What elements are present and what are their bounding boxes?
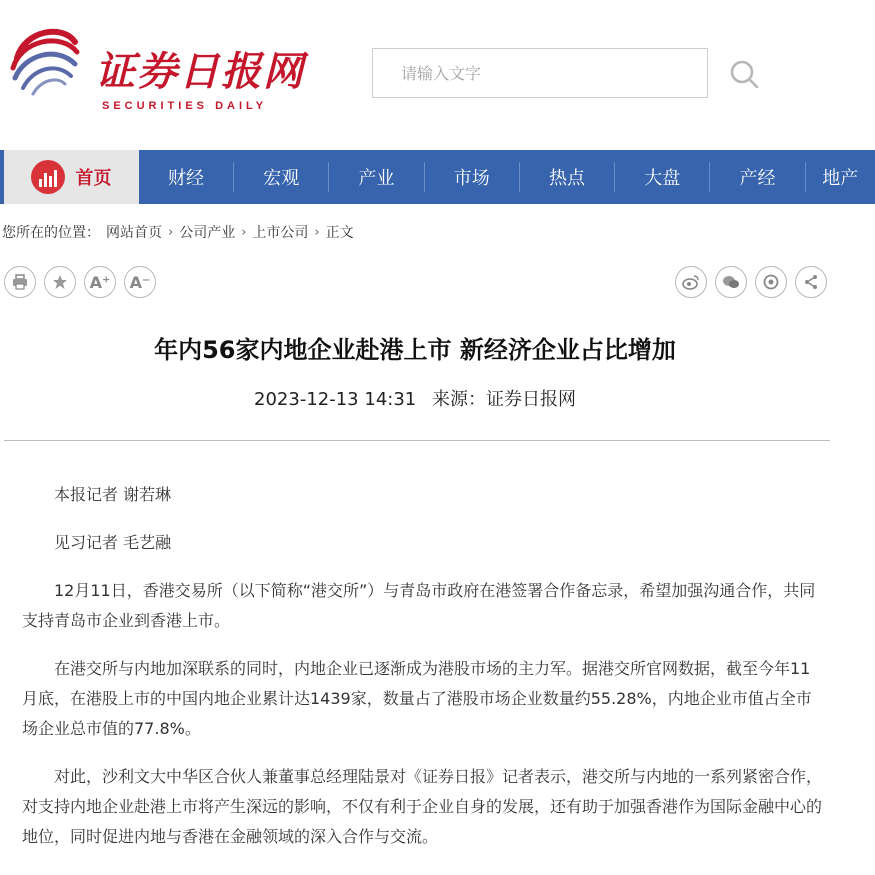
chevron-right-icon: › [314,224,320,240]
article-body [22,480,822,870]
nav-item-finance[interactable]: 财经 [168,168,205,189]
share-icon[interactable] [795,266,827,298]
article-title: 年内56家内地企业赴港上市 新经济企业占比增加 [154,336,676,364]
article-paragraph: 12月11日，香港交易所（以下简称“港交所”）与青岛市政府在港签署合作备忘录，希望加强沟通合作，共同支持青岛市企业到香港上市。 [22,581,816,630]
nav-item-home[interactable] [0,150,139,204]
share-tools [675,266,835,298]
article-tools [4,266,164,298]
wechat-icon[interactable] [715,266,747,298]
breadcrumb-company[interactable]: 公司产业 [179,225,236,241]
article-paragraph: 见习记者 毛艺融 [54,533,172,552]
article-source: 来源：证券日报网 [431,389,576,410]
nav-item-hot[interactable]: 热点 [548,168,585,189]
article-datetime: 2023-12-13 14:31 [254,389,417,410]
chevron-right-icon: › [241,224,247,240]
moments-icon[interactable] [755,266,787,298]
article-paragraph: 本报记者 谢若琳 [54,485,172,504]
search-input[interactable] [373,49,707,97]
font-decrease-button[interactable]: A⁻ [124,266,156,298]
article-meta [0,385,830,411]
logo-swirl-icon [5,20,85,100]
breadcrumb-listed[interactable]: 上市公司 [252,225,309,241]
weibo-icon[interactable] [675,266,707,298]
breadcrumb [2,222,354,242]
article-paragraph: 在港交所与内地加深联系的同时，内地企业已逐渐成为港股市场的主力军。据港交所官网数据，截至今年11月底，在港股上市的中国内地企业累计达1439家，数量占了港股市场企业数量约55.28%，内地企业市值占全市场企业总市值的77.8%。 [22,659,812,738]
print-icon[interactable] [4,266,36,298]
nav-item-real-estate[interactable]: 地产 [822,168,859,189]
nav-item-index[interactable]: 大盘 [644,168,681,189]
breadcrumb-prefix: 您所在的位置： [2,225,100,241]
nav-item-market[interactable]: 市场 [453,168,490,189]
nav-item-industry[interactable]: 产业 [358,168,395,189]
logo-text: 证券日报网 [95,48,305,95]
main-nav [0,150,875,204]
star-icon[interactable] [44,266,76,298]
article-paragraph: 对此，沙利文大中华区合伙人兼董事总经理陆景对《证券日报》记者表示，港交所与内地的一系列紧密合作，对支持内地企业赴港上市将产生深远的影响，不仅有利于企业自身的发展，还有助于加强香港作为国际金融中心的地位，同时促进内地与香港在金融领域的深入合作与交流。 [22,767,823,846]
nav-home-label: 首页 [75,168,112,189]
divider [4,440,830,441]
font-increase-button[interactable]: A⁺ [84,266,116,298]
nav-item-industry-economy[interactable]: 产经 [739,168,776,189]
search-icon[interactable] [728,58,760,90]
site-logo[interactable] [5,20,305,112]
bar-chart-icon [31,160,65,194]
logo-subtitle: SECURITIES DAILY [102,100,268,112]
breadcrumb-current: 正文 [325,225,354,241]
nav-item-macro[interactable]: 宏观 [263,168,300,189]
breadcrumb-home[interactable]: 网站首页 [106,225,162,241]
search-box [372,48,708,98]
chevron-right-icon: › [168,224,174,240]
site-header [0,0,875,150]
